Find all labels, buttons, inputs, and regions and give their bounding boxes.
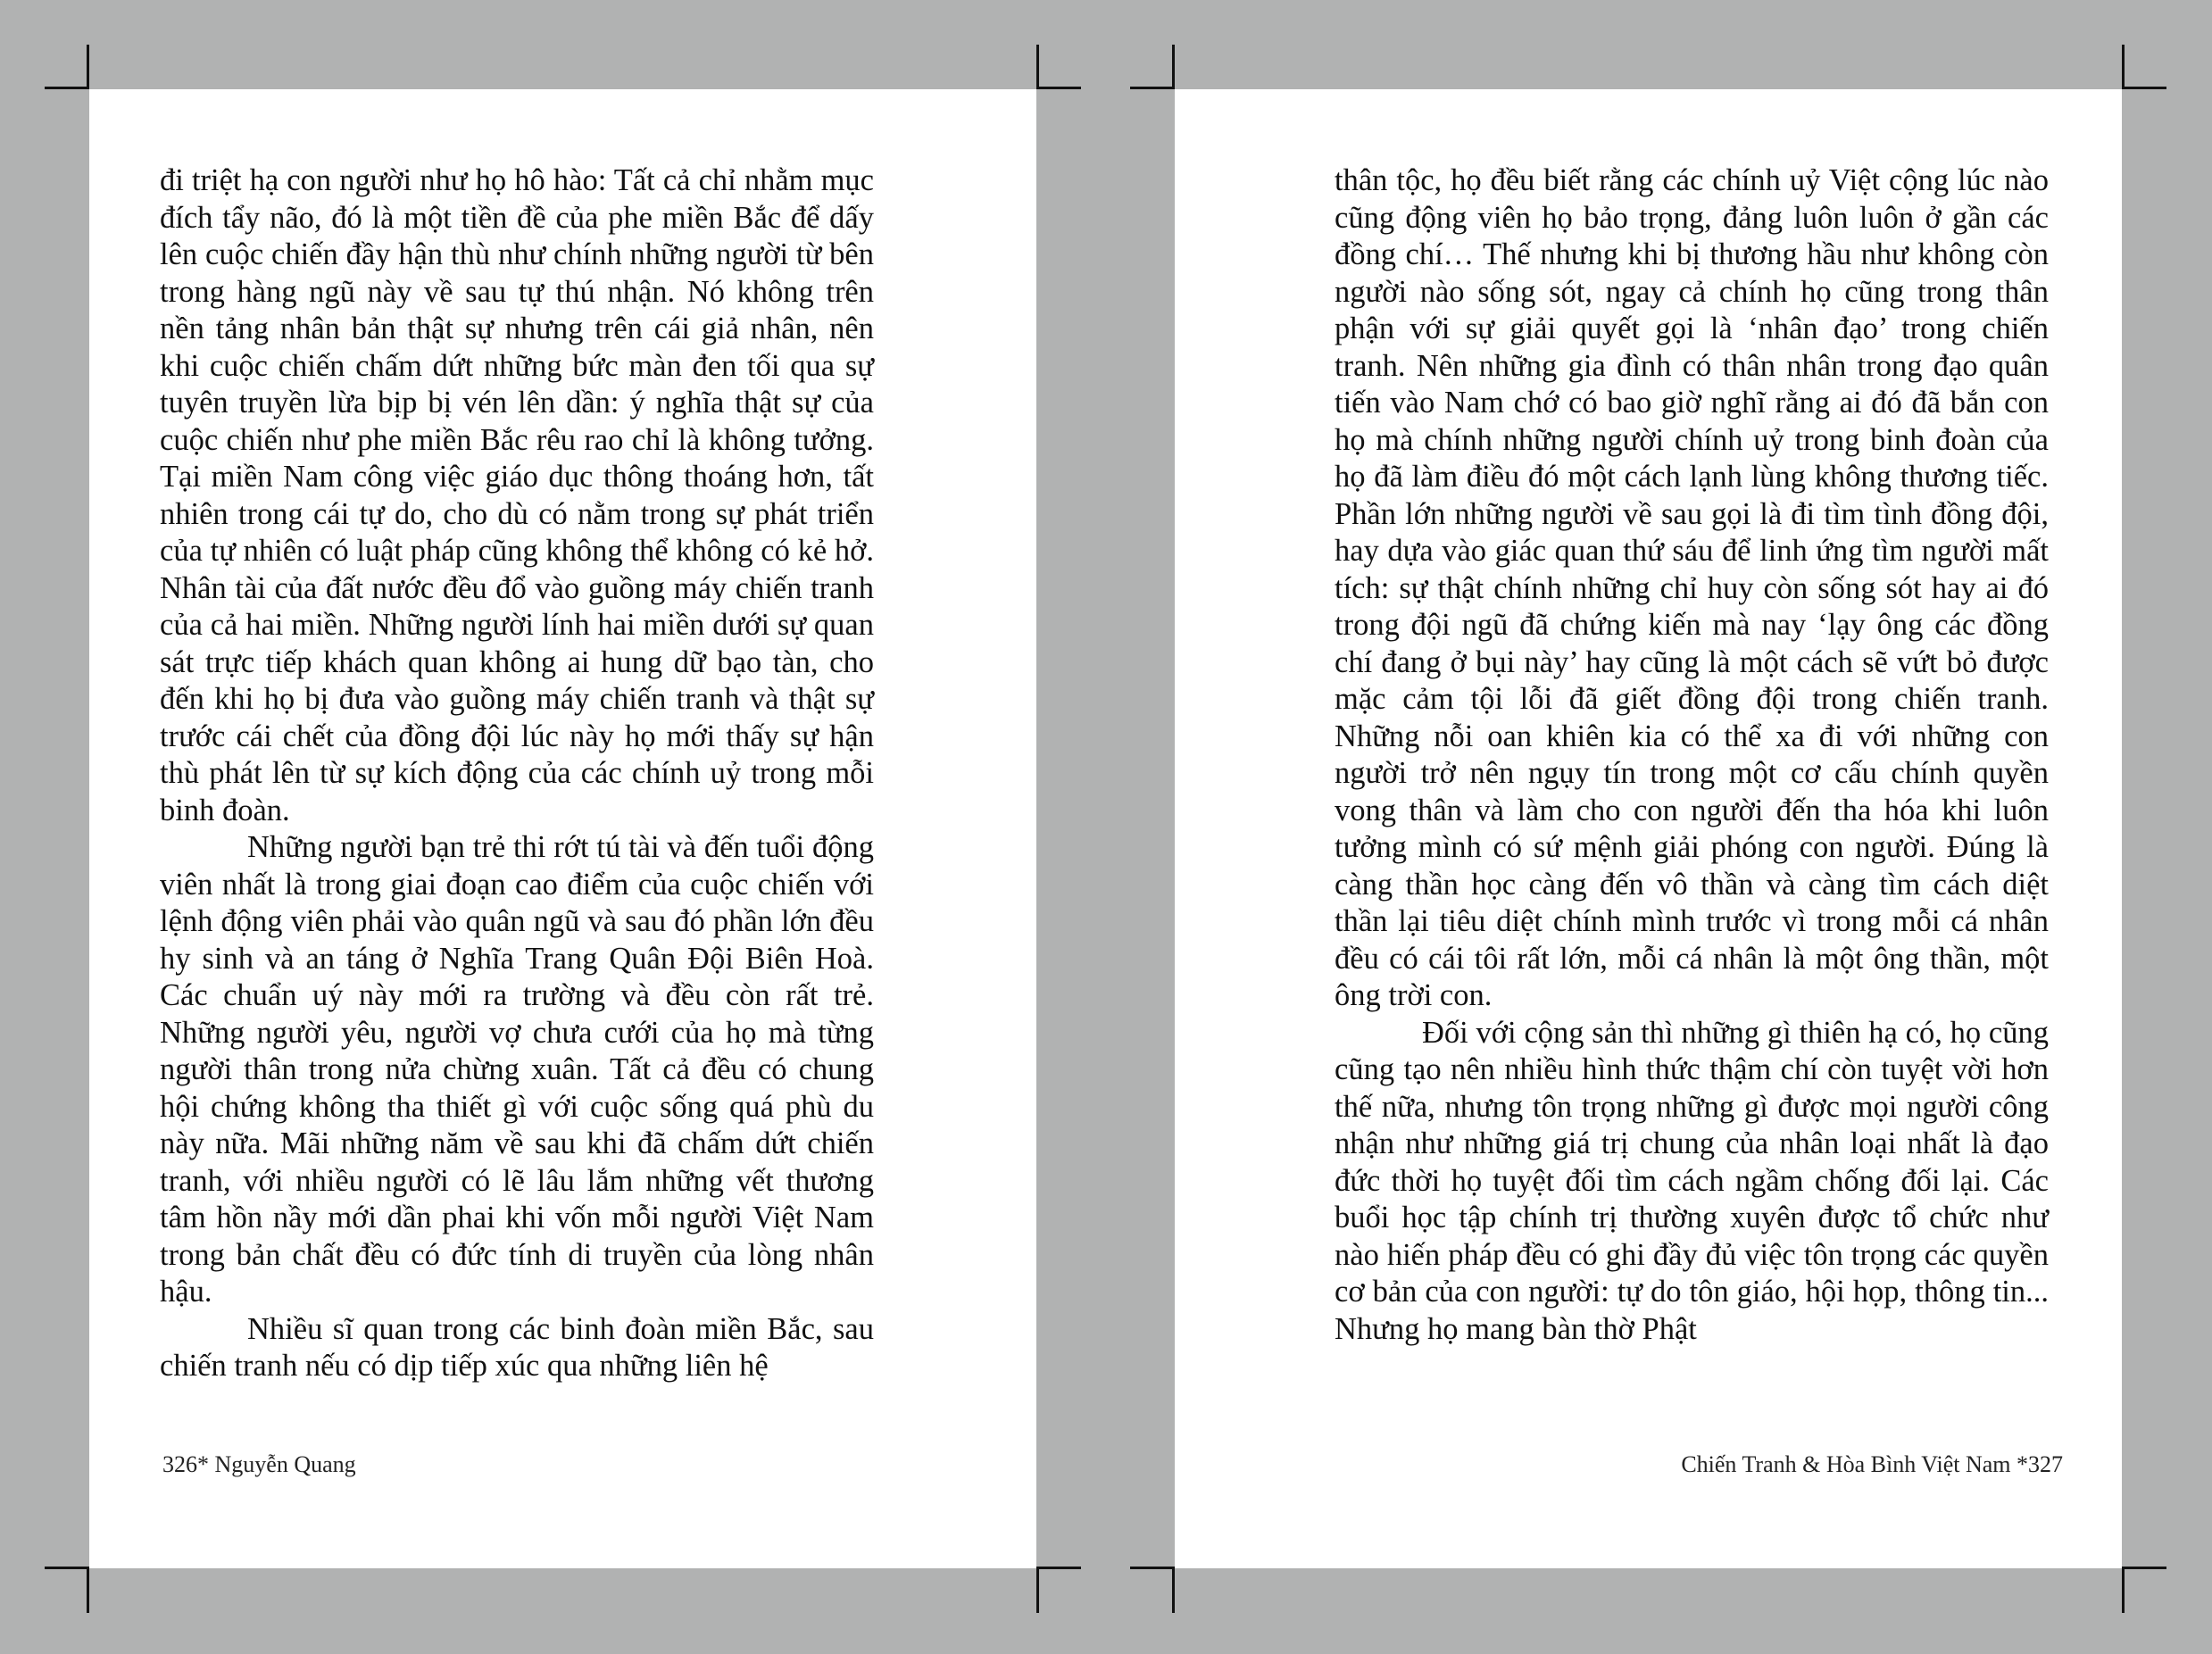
crop-mark <box>1130 87 1175 89</box>
left-page <box>89 89 1036 1568</box>
page-footer: 326* Nguyễn Quang <box>162 1451 356 1477</box>
crop-mark <box>1130 1567 1175 1569</box>
crop-mark <box>45 1567 89 1569</box>
crop-mark <box>1172 45 1175 89</box>
paragraph: Nhiều sĩ quan trong các binh đoàn miền Bắc, sau chiến tranh nếu có dịp tiếp xúc qua những liên hệ <box>160 1311 874 1383</box>
paragraph: thân tộc, họ đều biết rằng các chính uỷ Việt cộng lúc nào cũng động viên họ bảo trọng, đảng luôn luôn ở gần các đồng chí… Thế nhưng khi bị thương hầu như không còn người nào sống sót, ngay cả chính họ cũng trong thân phận với sự giải quyết gọi là ‘nhân đạo’ trong chiến tranh. Nên những gia đình có thân nhân trong đạo quân tiến vào Nam chớ có bao giờ nghĩ rằng ai đó đã bắn con họ mà chính những người chính uỷ trong binh đoàn của họ đã làm điều đó một cách lạnh lùng không thương tiếc. Phần lớn những người về sau gọi là đi tìm tình đồng đội, hay dựa vào giác quan thứ sáu để linh ứng tìm người mất tích: sự thật chính những chỉ huy còn sống sót hay ai đó trong đội ngũ đã chứng kiến mà nay ‘lạy ông các đồng chí đang ở bụi này’ hay cũng là một cách sẽ vứt bỏ được mặc cảm tội lỗi đã giết đồng đội trong chiến tranh. Những nỗi oan khiên kia có thể xa đi với những con người trở nên ngụy tín trong một cơ cấu chính quyền vong thân và làm cho con người đến tha hóa khi luôn tưởng mình có sứ mệnh giải phóng con người. Đúng là càng thần học càng đến vô thần và càng tìm cách diệt thần lại tiêu diệt chính mình trước vì trong mỗi cá nhân đều có cái tôi rất lớn, mỗi cá nhân là một ông thần, một ông trời con. <box>1335 163 2049 1012</box>
crop-mark <box>1036 1567 1081 1569</box>
page-footer: Chiến Tranh & Hòa Bình Việt Nam *327 <box>1681 1451 2063 1477</box>
right-page-text <box>1335 162 2049 1348</box>
paragraph: Những người bạn trẻ thi rớt tú tài và đến tuổi động viên nhất là trong giai đoạn cao điểm của cuộc chiến với lệnh động viên phải vào quân ngũ và sau đó phần lớn đều hy sinh và an táng ở Nghĩa Trang Quân Đội Biên Hoà. Các chuẩn uý này mới ra trường và đều còn rất trẻ. Những người yêu, người vợ chưa cưới của họ mà từng người thân trong nửa chừng xuân. Tất cả đều có chung hội chứng không tha thiết gì với cuộc sống quá phù du này nữa. Mãi những năm về sau khi đã chấm dứt chiến tranh, với nhiều người có lẽ lâu lắm những vết thương tâm hồn nầy mới dần phai khi vốn mỗi người Việt Nam trong bản chất đều có đức tính di truyền của lòng nhân hậu. <box>160 830 874 1309</box>
left-page-text <box>160 162 874 1385</box>
crop-mark <box>2122 1567 2166 1569</box>
crop-mark <box>2122 87 2166 89</box>
paragraph: Đối với cộng sản thì những gì thiên hạ có, họ cũng cũng tạo nên nhiều hình thức thậm chí còn tuyệt vời hơn thế nữa, nhưng tôn trọng những gì được mọi người công nhận như những giá trị chung của nhân loại nhất là đạo đức thời họ tuyệt đối tìm cách ngầm chống đối lại. Các buổi học tập chính trị thường xuyên được tổ chức như nào hiến pháp đều có ghi đầy đủ việc tôn trọng các quyền cơ bản của con người: tự do tôn giáo, hội họp, thông tin... Nhưng họ mang bàn thờ Phật <box>1335 1015 2049 1346</box>
crop-mark <box>45 87 89 89</box>
crop-mark <box>2122 1568 2125 1613</box>
crop-mark <box>1036 87 1081 89</box>
crop-mark <box>87 1568 89 1613</box>
paragraph: đi triệt hạ con người như họ hô hào: Tất cả chỉ nhằm mục đích tẩy não, đó là một tiền đề của phe miền Bắc để dấy lên cuộc chiến đầy hận thù như chính những người từ bên trong hàng ngũ này về sau tự thú nhận. Nó không trên nền tảng nhân bản thật sự nhưng trên cái giả nhân, nên khi cuộc chiến chấm dứt những bức màn đen tối qua sự tuyên truyền lừa bịp bị vén lên dần: ý nghĩa thật sự của cuộc chiến như phe miền Bắc rêu rao chỉ là không tưởng. Tại miền Nam công việc giáo dục thông thoáng hơn, tất nhiên trong cái tự do, cho dù có nằm trong sự phát triển của tự nhiên có luật pháp cũng không thể không có kẻ hở. Nhân tài của đất nước đều đổ vào guồng máy chiến tranh của cả hai miền. Những người lính hai miền dưới sự quan sát trực tiếp khách quan không ai hung dữ bạo tàn, cho đến khi họ bị đưa vào guồng máy chiến tranh và thật sự trước cái chết của đồng đội lúc này họ mới thấy sự hận thù phát lên từ sự kích động của các chính uỷ trong mỗi binh đoàn. <box>160 163 874 827</box>
crop-mark <box>1172 1568 1175 1613</box>
crop-mark <box>2122 45 2125 89</box>
crop-mark <box>1036 45 1039 89</box>
crop-mark <box>87 45 89 89</box>
crop-mark <box>1036 1568 1039 1613</box>
right-page <box>1175 89 2122 1568</box>
